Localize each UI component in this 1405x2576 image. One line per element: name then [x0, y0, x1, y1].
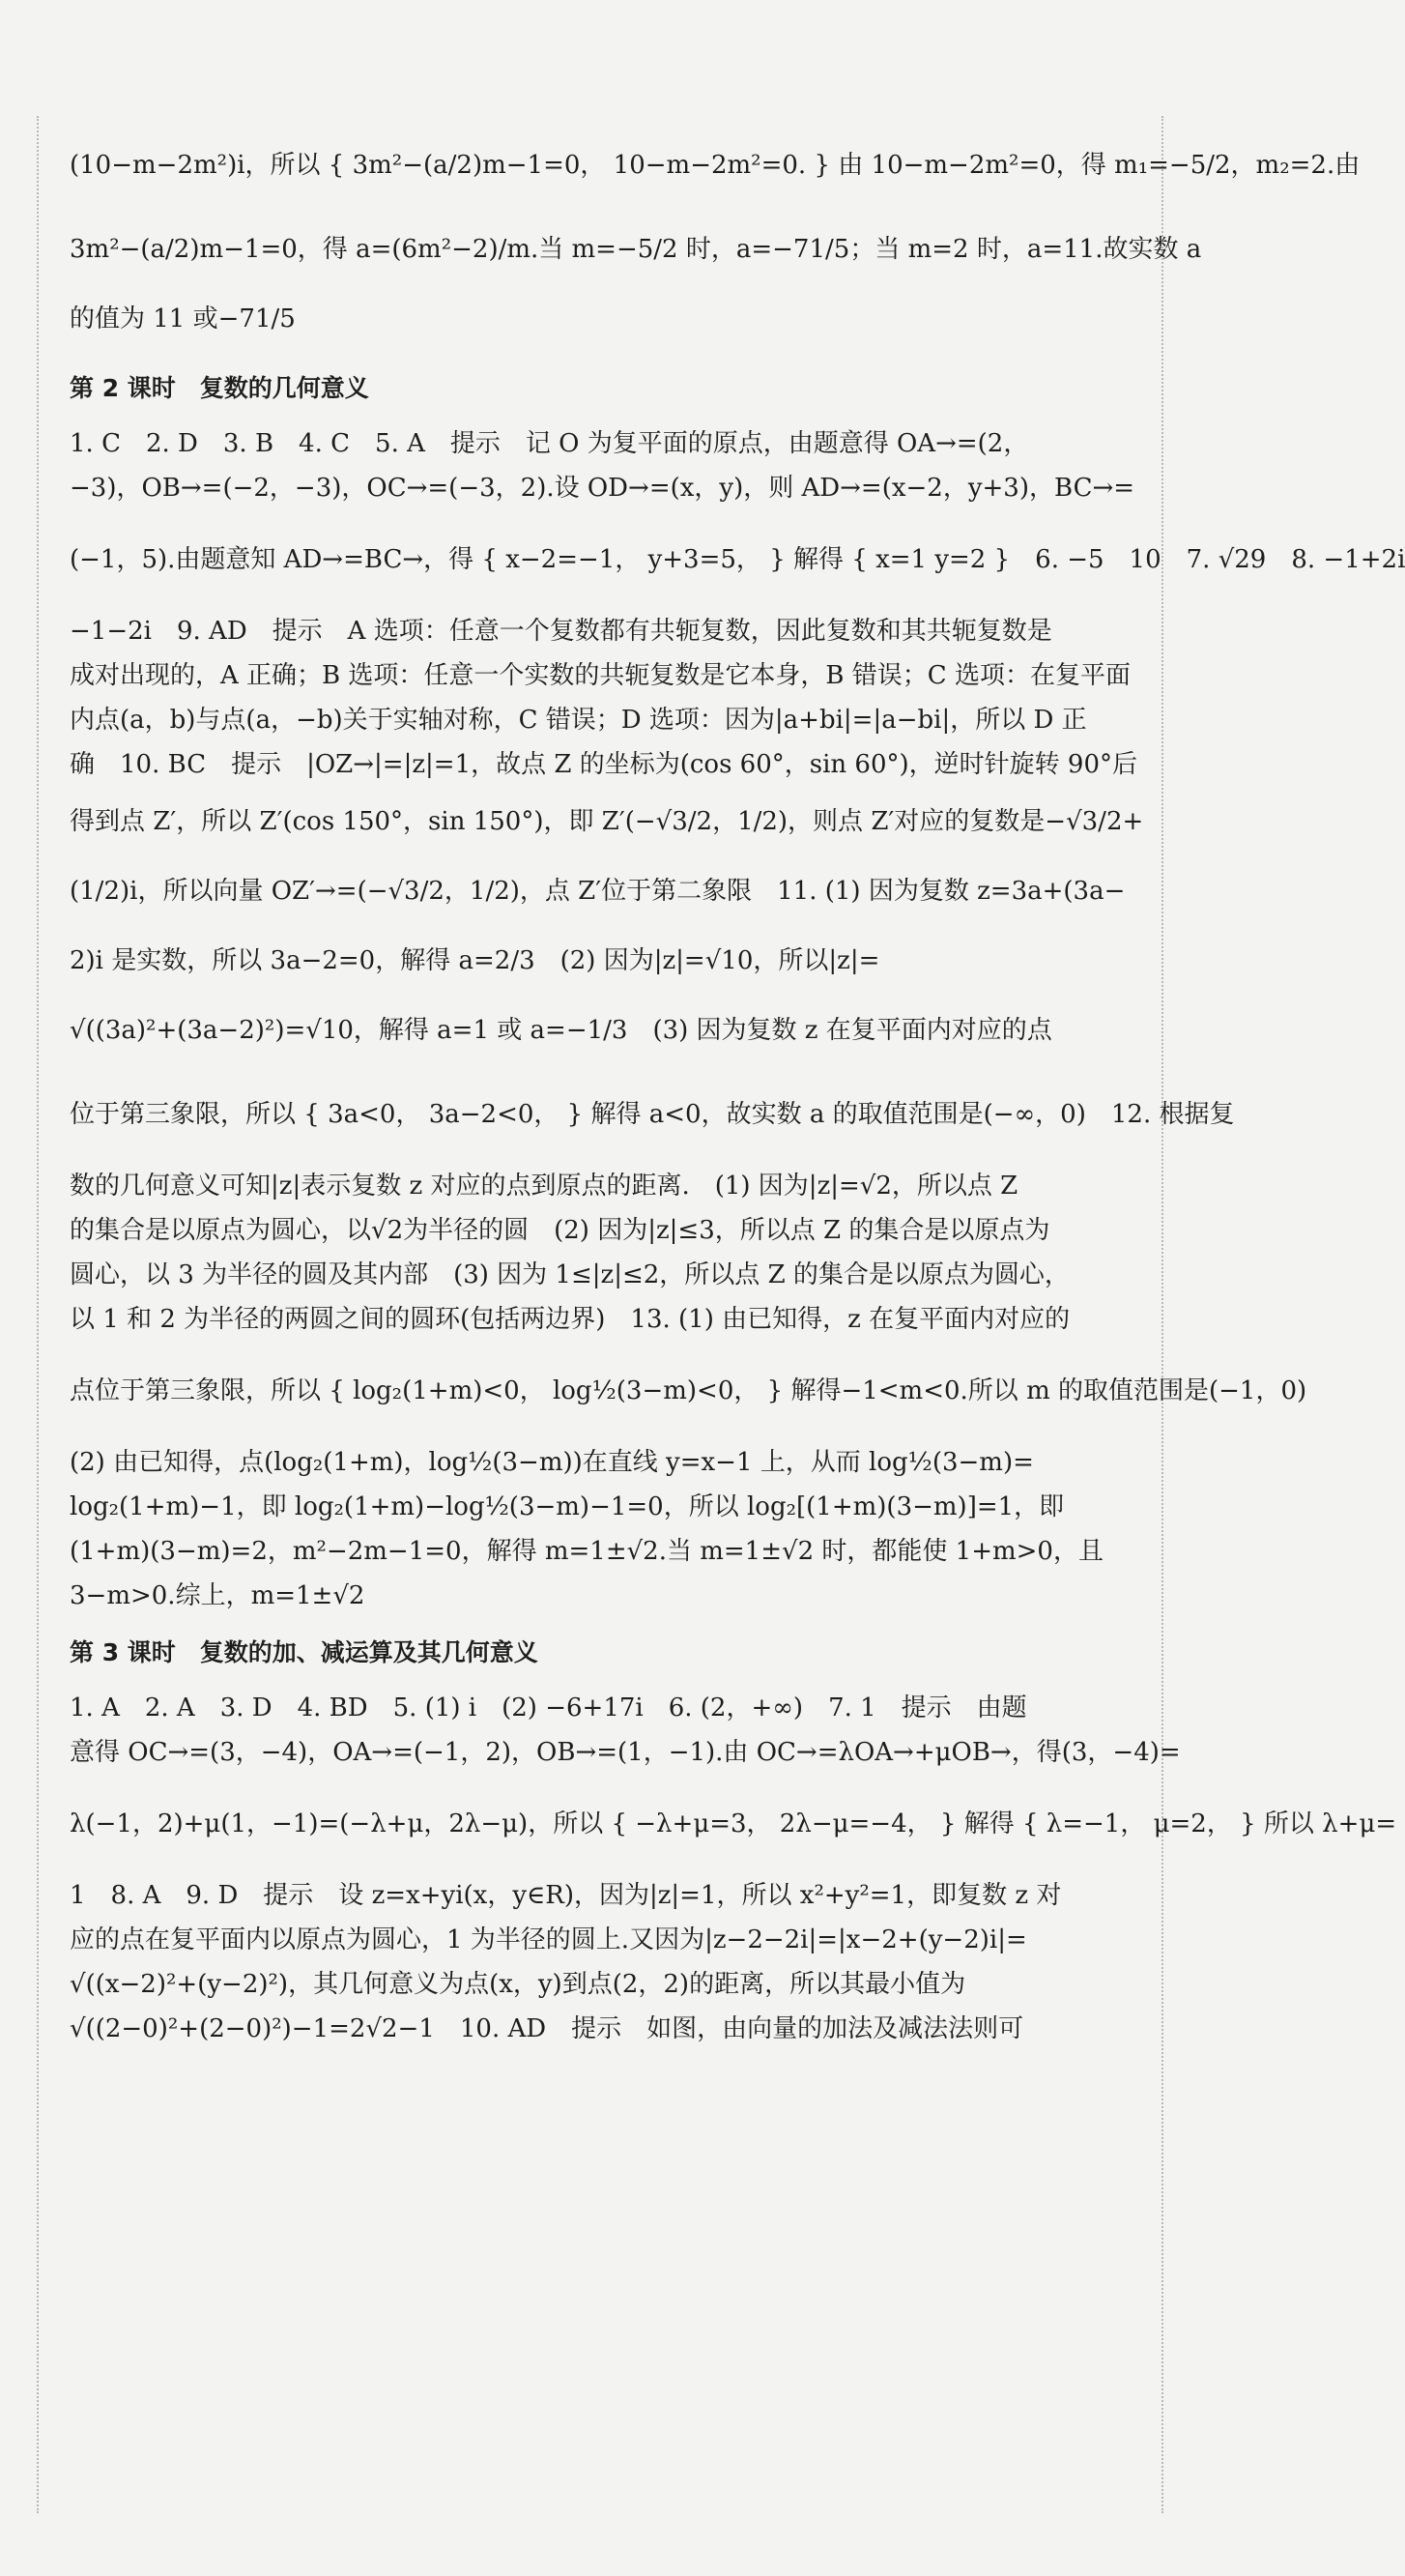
text-line: (2) 由已知得，点(log₂(1+m)，log½(3−m))在直线 y=x−1 上，从而 log½(3−m)=	[70, 1448, 1034, 1477]
text-line: 位于第三象限，所以 { 3a<0， 3a−2<0， } 解得 a<0，故实数 a 的取值范围是(−∞，0) 12. 根据复	[70, 1100, 1235, 1129]
text-line: 成对出现的，A 正确；B 选项：任意一个实数的共轭复数是它本身，B 错误；C 选项：在复平面	[70, 661, 1131, 690]
section-title: 第 3 课时 复数的加、减运算及其几何意义	[70, 1638, 538, 1666]
text-line: 3m²−(a/2)m−1=0，得 a=(6m²−2)/m.当 m=−5/2 时，a=−71/5；当 m=2 时，a=11.故实数 a	[70, 235, 1202, 264]
text-line: 1. A 2. A 3. D 4. BD 5. (1) i (2) −6+17i 6. (2，+∞) 7. 1 提示 由题	[70, 1693, 1027, 1722]
text-line: 以 1 和 2 为半径的两圆之间的圆环(包括两边界) 13. (1) 由已知得，z 在复平面内对应的	[70, 1305, 1071, 1334]
text-line: 点位于第三象限，所以 { log₂(1+m)<0， log½(3−m)<0， } 解得−1<m<0.所以 m 的取值范围是(−1，0)	[70, 1376, 1307, 1405]
text-line: 的集合是以原点为圆心，以√2为半径的圆 (2) 因为|z|≤3，所以点 Z 的集合是以原点为	[70, 1216, 1050, 1245]
text-line: 得到点 Z′，所以 Z′(cos 150°，sin 150°)，即 Z′(−√3/2，1/2)，则点 Z′对应的复数是−√3/2+	[70, 807, 1144, 836]
text-line: (−1，5).由题意知 AD→=BC→，得 { x−2=−1， y+3=5， } 解得 { x=1 y=2 } 6. −5 10 7. √29 8. −1+2i	[70, 545, 1405, 574]
text-line: 2)i 是实数，所以 3a−2=0，解得 a=2/3 (2) 因为|z|=√10，所以|z|=	[70, 946, 880, 975]
text-line: √((2−0)²+(2−0)²)−1=2√2−1 10. AD 提示 如图，由向量的加法及减法法则可	[70, 2014, 1024, 2043]
text-line: −1−2i 9. AD 提示 A 选项：任意一个复数都有共轭复数，因此复数和其共轭复数是	[70, 617, 1052, 646]
left-dotted-margin	[37, 116, 39, 2513]
text-line: (10−m−2m²)i，所以 { 3m²−(a/2)m−1=0， 10−m−2m²=0. } 由 10−m−2m²=0，得 m₁=−5/2，m₂=2.由	[70, 151, 1361, 180]
text-line: √((x−2)²+(y−2)²)，其几何意义为点(x，y)到点(2，2)的距离，所以其最小值为	[70, 1970, 966, 1999]
text-line: 1. C 2. D 3. B 4. C 5. A 提示 记 O 为复平面的原点，由题意得 OA→=(2，	[70, 429, 1029, 458]
text-line: 的值为 11 或−71/5	[70, 304, 296, 333]
text-line: 1 8. A 9. D 提示 设 z=x+yi(x，y∈R)，因为|z|=1，所以 x²+y²=1，即复数 z 对	[70, 1881, 1062, 1910]
text-line: log₂(1+m)−1，即 log₂(1+m)−log½(3−m)−1=0，所以 log₂[(1+m)(3−m)]=1，即	[70, 1492, 1065, 1521]
text-line: 3−m>0.综上，m=1±√2	[70, 1581, 365, 1610]
right-dotted-margin	[1161, 116, 1163, 2513]
text-line: √((3a)²+(3a−2)²)=√10，解得 a=1 或 a=−1/3 (3) 因为复数 z 在复平面内对应的点	[70, 1016, 1052, 1045]
text-line: 应的点在复平面内以原点为圆心，1 为半径的圆上.又因为|z−2−2i|=|x−2+(y−2)i|=	[70, 1925, 1027, 1954]
text-line: 意得 OC→=(3，−4)，OA→=(−1，2)，OB→=(1，−1).由 OC→=λOA→+μOB→，得(3，−4)=	[70, 1738, 1181, 1767]
section-title: 第 2 课时 复数的几何意义	[70, 374, 369, 402]
text-line: λ(−1，2)+μ(1，−1)=(−λ+μ，2λ−μ)，所以 { −λ+μ=3， 2λ−μ=−4， } 解得 { λ=−1， μ=2， } 所以 λ+μ=	[70, 1809, 1397, 1838]
text-line: 数的几何意义可知|z|表示复数 z 对应的点到原点的距离. (1) 因为|z|=√2，所以点 Z	[70, 1172, 1018, 1201]
text-line: (1/2)i，所以向量 OZ′→=(−√3/2，1/2)，点 Z′位于第二象限 11. (1) 因为复数 z=3a+(3a−	[70, 877, 1126, 906]
text-line: 圆心，以 3 为半径的圆及其内部 (3) 因为 1≤|z|≤2，所以点 Z 的集合是以原点为圆心，	[70, 1260, 1070, 1289]
text-line: (1+m)(3−m)=2，m²−2m−1=0，解得 m=1±√2.当 m=1±√2 时，都能使 1+m>0，且	[70, 1537, 1104, 1566]
text-line: −3)，OB→=(−2，−3)，OC→=(−3，2).设 OD→=(x，y)，则 AD→=(x−2，y+3)，BC→=	[70, 474, 1135, 503]
answer-text	[70, 116, 1405, 2051]
text-line: 内点(a，b)与点(a，−b)关于实轴对称，C 错误；D 选项：因为|a+bi|=|a−bi|，所以 D 正	[70, 706, 1087, 735]
text-line: 确 10. BC 提示 |OZ→|=|z|=1，故点 Z 的坐标为(cos 60°，sin 60°)，逆时针旋转 90°后	[70, 750, 1138, 779]
